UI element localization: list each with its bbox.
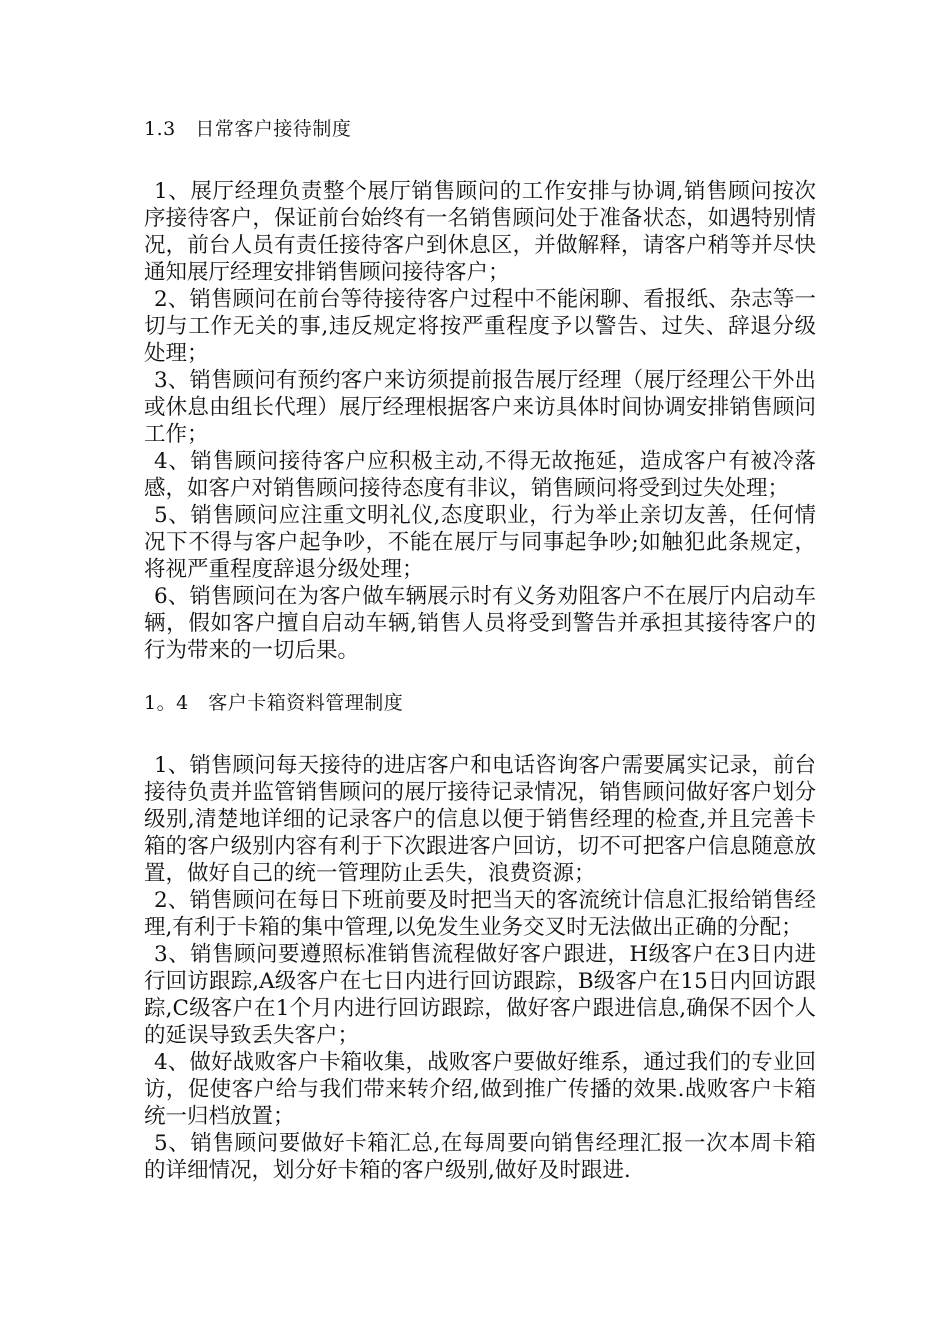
paragraph: 3、销售顾问有预约客户来访须提前报告展厅经理（展厅经理公干外出或休息由组长代理）展厅经理根据客户来访具体时间协调安排销售顾问工作；	[144, 368, 816, 447]
paragraph: 1、展厅经理负责整个展厅销售顾问的工作安排与协调,销售顾问按次序接待客户，保证前台始终有一名销售顾问处于准备状态，如遇特别情况，前台人员有责任接待客户到休息区，并做解释，请客户稍等并尽快通知展厅经理安排销售顾问接待客户；	[144, 179, 816, 285]
paragraph: 1、销售顾问每天接待的进店客户和电话咨询客户需要属实记录，前台接待负责并监管销售顾问的展厅接待记录情况，销售顾问做好客户划分级别,清楚地详细的记录客户的信息以便于销售经理的检查,并且完善卡箱的客户级别内容有利于下次跟进客户回访，切不可把客户信息随意放置，做好自己的统一管理防止丢失，浪费资源；	[144, 753, 816, 886]
section-body	[144, 178, 816, 664]
paragraph: 2、销售顾问在前台等待接待客户过程中不能闲聊、看报纸、杂志等一切与工作无关的事,违反规定将按严重程度予以警告、过失、辞退分级处理；	[144, 287, 816, 366]
section-heading: 1。4 客户卡箱资料管理制度	[144, 692, 404, 714]
paragraph: 6、销售顾问在为客户做车辆展示时有义务劝阻客户不在展厅内启动车辆，假如客户擅自启动车辆,销售人员将受到警告并承担其接待客户的行为带来的一切后果。	[144, 584, 816, 663]
section-body	[144, 752, 816, 1184]
paragraph: 5、销售顾问要做好卡箱汇总,在每周要向销售经理汇报一次本周卡箱的详细情况，划分好卡箱的客户级别,做好及时跟进.	[144, 1131, 816, 1183]
paragraph: 3、销售顾问要遵照标准销售流程做好客户跟进，H级客户在3日内进行回访跟踪,A级客户在七日内进行回访跟踪，B级客户在15日内回访跟踪,C级客户在1个月内进行回访跟踪，做好客户跟进信息,确保不因个人的延误导致丢失客户；	[144, 942, 816, 1048]
section-heading: 1.3 日常客户接待制度	[144, 118, 352, 140]
paragraph: 2、销售顾问在每日下班前要及时把当天的客流统计信息汇报给销售经理,有利于卡箱的集中管理,以免发生业务交叉时无法做出正确的分配；	[144, 888, 816, 940]
paragraph: 5、销售顾问应注重文明礼仪,态度职业，行为举止亲切友善，任何情况下不得与客户起争吵，不能在展厅与同事起争吵;如触犯此条规定，将视严重程度辞退分级处理；	[144, 503, 816, 582]
paragraph: 4、销售顾问接待客户应积极主动,不得无故拖延，造成客户有被冷落感，如客户对销售顾问接待态度有非议，销售顾问将受到过失处理；	[144, 449, 816, 501]
paragraph: 4、做好战败客户卡箱收集，战败客户要做好维系，通过我们的专业回访，促使客户给与我们带来转介绍,做到推广传播的效果.战败客户卡箱统一归档放置；	[144, 1050, 816, 1129]
